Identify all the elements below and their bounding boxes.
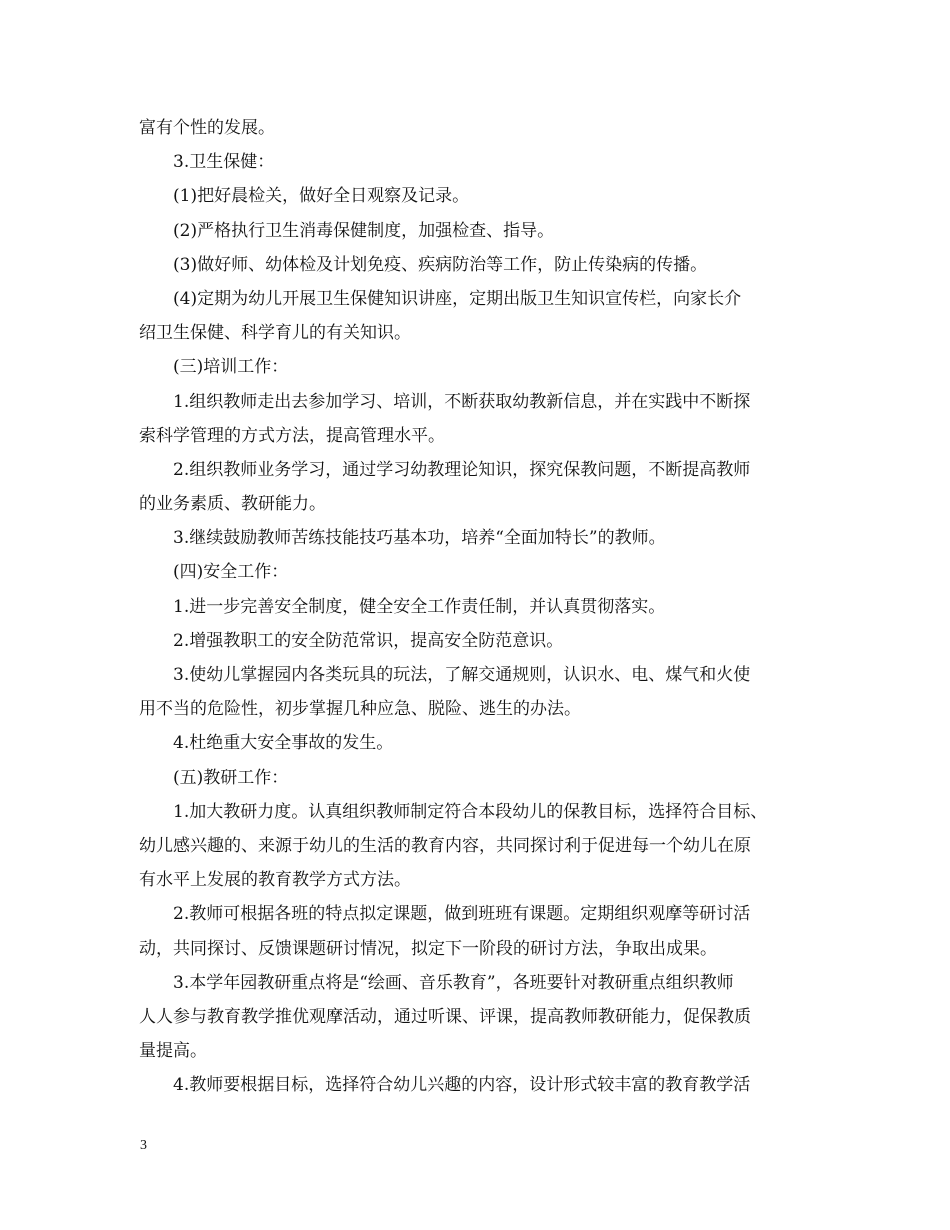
text-line: 动，共同探讨、反馈课题研讨情况，拟定下一阶段的研讨方法，争取出成果。 <box>139 938 717 959</box>
text-line: 量提高。 <box>139 1041 207 1062</box>
text-line: 3.继续鼓励教师苦练技能技巧基本功，培养“全面加特长”的教师。 <box>173 528 666 549</box>
text-line: 1.进一步完善安全制度，健全安全工作责任制，并认真贯彻落实。 <box>173 596 666 617</box>
text-line: 2.教师可根据各班的特点拟定课题，做到班班有课题。定期组织观摩等研讨活 <box>173 904 751 925</box>
text-line: (四)安全工作： <box>173 562 289 583</box>
text-line: (五)教研工作： <box>173 767 289 788</box>
text-line: (1)把好晨检关，做好全日观察及记录。 <box>173 186 470 207</box>
text-line: 2.组织教师业务学习，通过学习幼教理论知识，探究保教问题，不断提高教师 <box>173 459 751 480</box>
text-line: 幼儿感兴趣的、来源于幼儿的生活的教育内容，共同探讨利于促进每一个幼儿在原 <box>139 835 751 856</box>
text-line: 用不当的危险性，初步掌握几种应急、脱险、逃生的办法。 <box>139 699 581 720</box>
document-body <box>139 111 814 1102</box>
text-line: (三)培训工作： <box>173 357 289 378</box>
text-line: 4.教师要根据目标，选择符合幼儿兴趣的内容，设计形式较丰富的教育教学活 <box>173 1075 751 1096</box>
text-line: 1.加大教研力度。认真组织教师制定符合本段幼儿的保教目标，选择符合目标、 <box>173 801 768 822</box>
text-line: 人人参与教育教学推优观摩活动，通过听课、评课，提高教师教研能力，促保教质 <box>139 1006 751 1027</box>
text-line: 3.卫生保健： <box>173 152 275 173</box>
text-line: (2)严格执行卫生消毒保健制度，加强检查、指导。 <box>173 220 555 241</box>
text-line: 3.使幼儿掌握园内各类玩具的玩法，了解交通规则，认识水、电、煤气和火使 <box>173 665 751 685</box>
text-line: 富有个性的发展。 <box>139 118 275 138</box>
text-line: 绍卫生保健、科学育儿的有关知识。 <box>139 323 411 344</box>
text-line: 的业务素质、教研能力。 <box>139 494 326 515</box>
text-line: 4.杜绝重大安全事故的发生。 <box>173 733 394 754</box>
text-line: 3.本学年园教研重点将是“绘画、音乐教育”，各班要针对教研重点组织教师 <box>173 972 734 993</box>
text-line: 索科学管理的方式方法，提高管理水平。 <box>139 425 445 446</box>
page-number: 3 <box>140 1138 147 1153</box>
text-line: 2.增强教职工的安全防范常识，提高安全防范意识。 <box>173 630 564 651</box>
text-line: 1.组织教师走出去参加学习、培训，不断获取幼教新信息，并在实践中不断探 <box>173 391 751 412</box>
text-line: (3)做好师、幼体检及计划免疫、疾病防治等工作，防止传染病的传播。 <box>173 254 708 275</box>
text-line: (4)定期为幼儿开展卫生保健知识讲座，定期出版卫生知识宣传栏，向家长介 <box>173 288 742 309</box>
text-line: 有水平上发展的教育教学方式方法。 <box>139 870 411 891</box>
